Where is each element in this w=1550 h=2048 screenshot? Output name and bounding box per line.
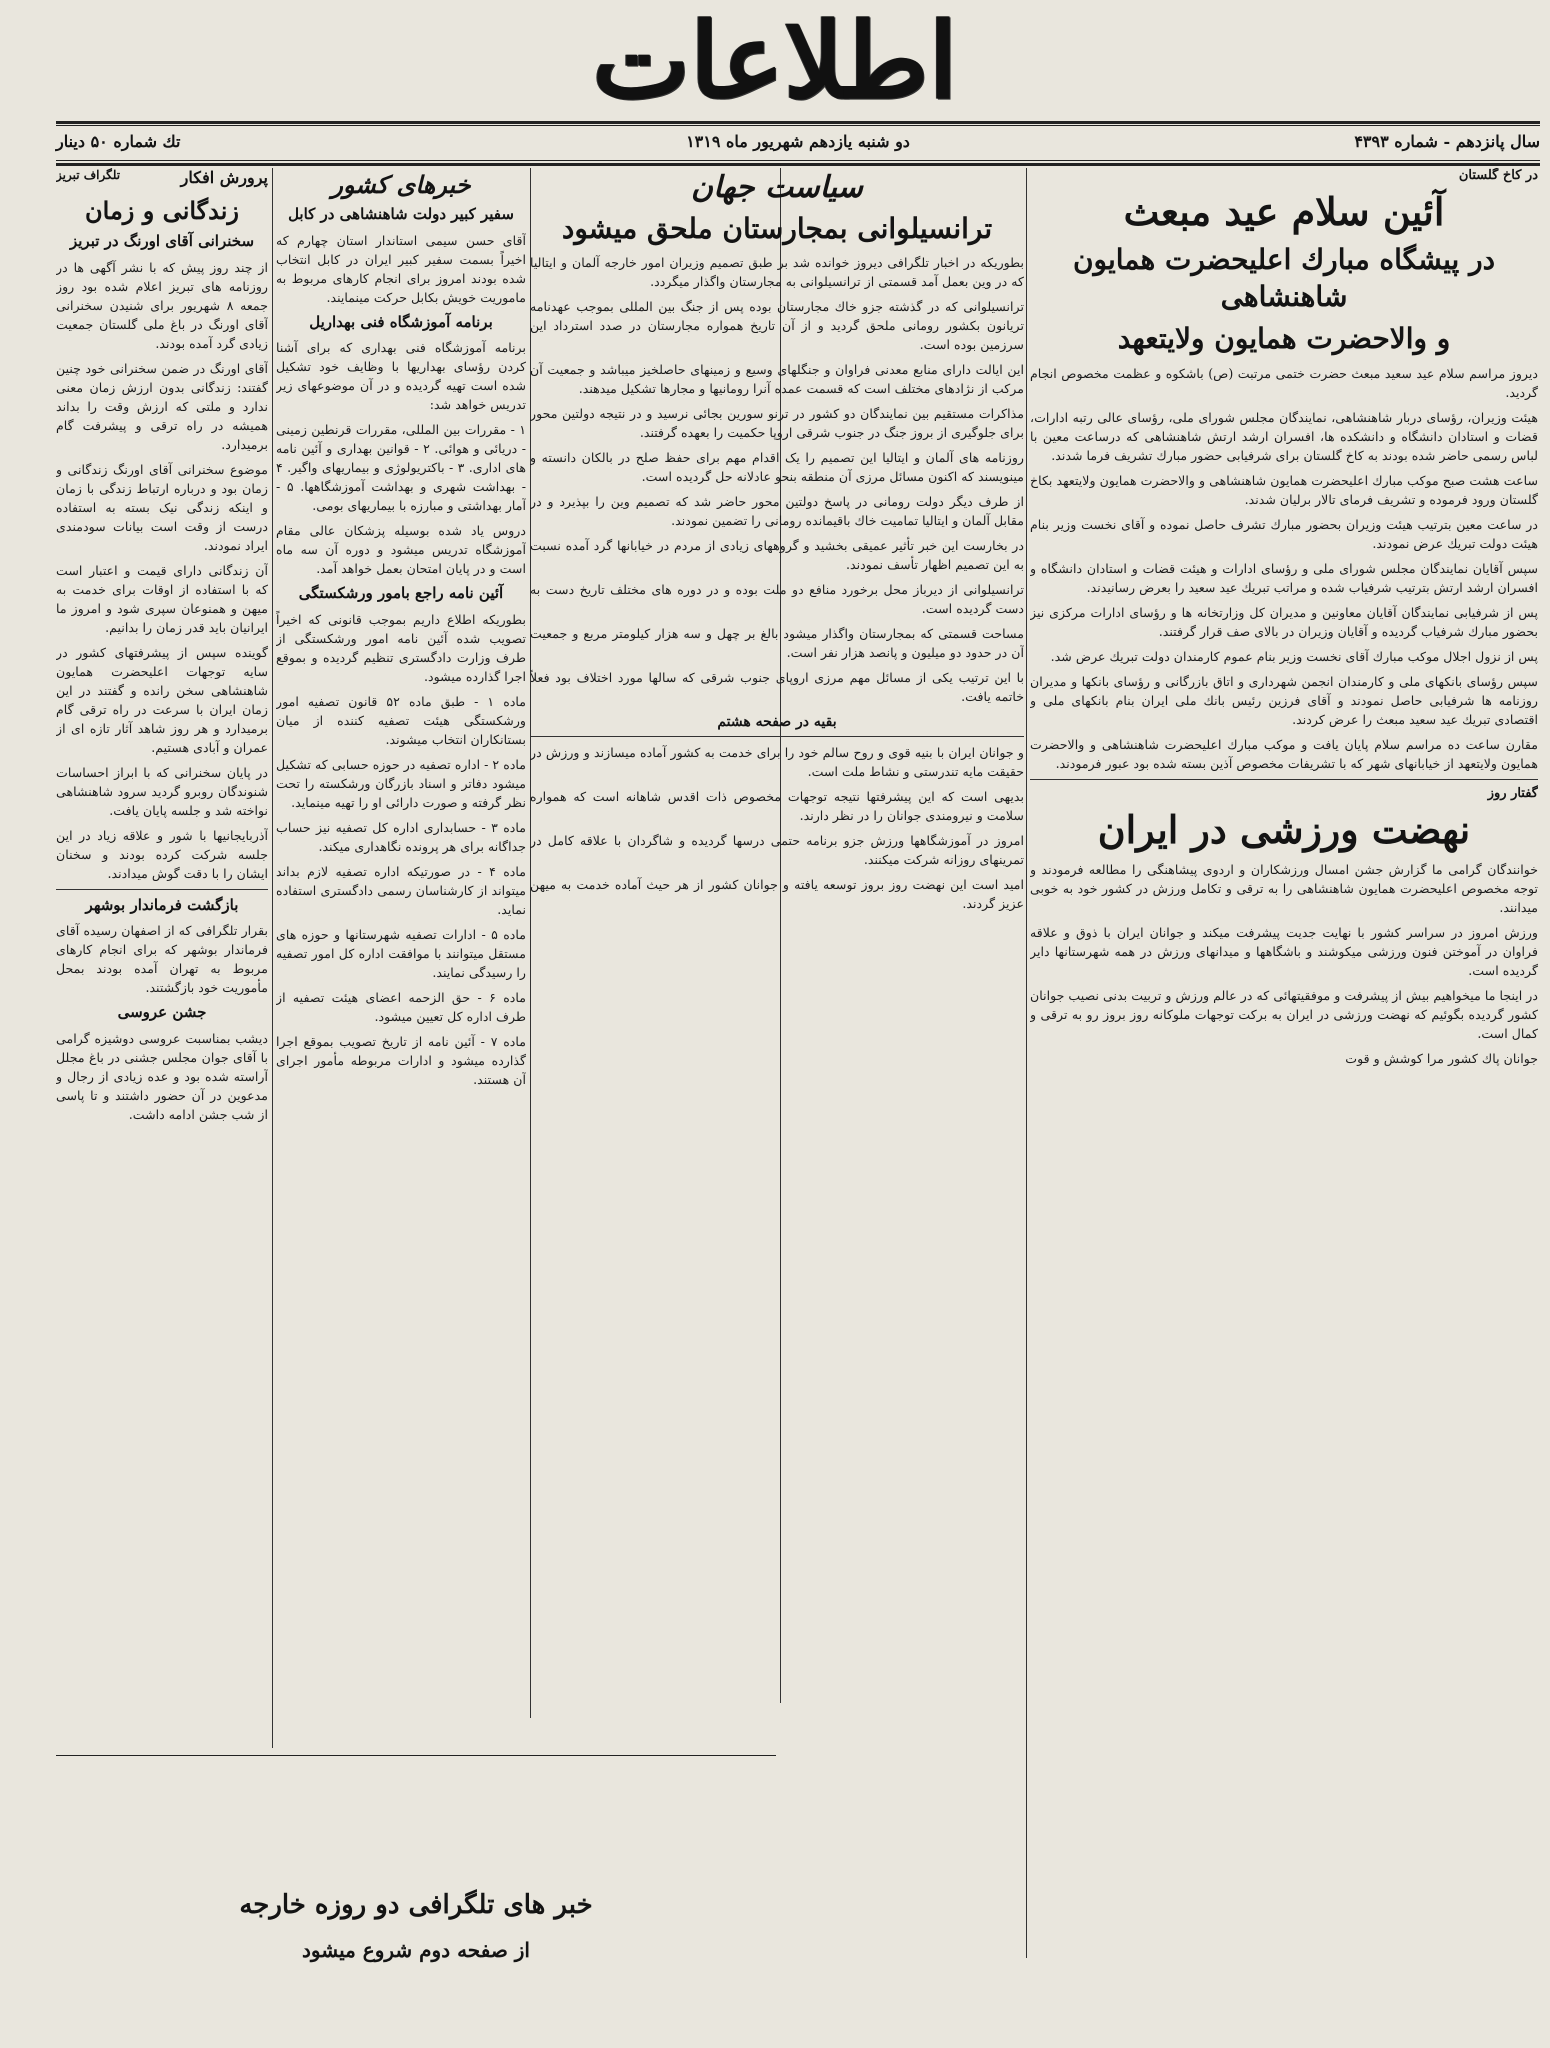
article-paragraph: ماده ۱ - طبق ماده ۵۲ قانون تصفیه امور ورشکستگی هیئت تصفیه کننده از میان بستانکاران انتخاب میشوند. (276, 693, 526, 747)
headline-life-time: زندگانی و زمان (85, 196, 239, 225)
article-paragraph: از چند روز پیش که با نشر آگهی ها در روزنامه های تبریز اعلام شده بود روز جمعه ۸ شهریور برای شنیدن سخنرانی آقای اورنگ در باغ ملی گلستان جمعیت زیادی گرد آمده بودند. (56, 259, 268, 351)
article-paragraph: سپس آقایان نمایندگان مجلس شورای ملی و رؤسای ادارات و هیئت قضات و استادان دانشگاه و افسران ارشد ارتش بترتیب شرفیاب شده و مراتب تبریك عید سعید را بعرض رسانیدند. (1030, 560, 1538, 595)
section-divider (56, 889, 268, 890)
article-paragraph: از طرف دیگر دولت رومانی در پاسخ دولتین محور حاضر شد که تصمیم وین را بپذیرد و در مقابل آلمان و ایتالیا تمامیت خاك باقیمانده رومانی را تضمین نمودند. (530, 494, 1024, 529)
article-paragraph: هیئت وزیران، رؤسای دربار شاهنشاهی، نمایندگان مجلس شورای ملی، رؤسای عالی رتبه ادارات، قضات و استادان دانشگاه و دانشکده ها، افسران ارشد ارتش شاهنشاهی که درساعت معین با لباس رسمی حاضر شده بودند به کاخ گلستان برای شرفیابی حضور مبارك تشریف فرما شدند. (1030, 409, 1538, 463)
section-divider (530, 736, 1024, 737)
article-paragraph: مساحت قسمتی که بمجارستان واگذار میشود بالغ بر چهل و سه هزار کیلومتر مربع و جمعیت آن در حدود دو میلیون و پانصد هزار نفر است. (530, 626, 1024, 661)
footer-rule (56, 1755, 776, 1756)
article-paragraph: آقای اورنگ در ضمن سخنرانی خود چنین گفتند: زندگانی بدون ارزش زمان معنی ندارد و ملتی که ارزش وقت را بداند همیشه در راه ترقی و پیشرفت گام برمیدارد. (56, 360, 268, 452)
article-paragraph: ماده ۶ - حق الزحمه اعضای هیئت تصفیه از طرف اداره کل تعیین میشود. (276, 989, 526, 1024)
headline-wedding: جشن عروسی (117, 1003, 207, 1022)
article-paragraph: جوانان پاك کشور مرا کوشش و قوت (1345, 1050, 1538, 1066)
masthead (0, 0, 1550, 120)
article-paragraph: ماده ۴ - در صورتیکه اداره تصفیه لازم بداند میتواند از کارشناسان رسمی دادگستری استفاده نماید. (276, 863, 526, 917)
column-world-politics (530, 168, 1024, 2018)
column-label: در کاخ گلستان (1458, 168, 1538, 183)
article-paragraph: آن زندگانی دارای قیمت و اعتبار است که با استفاده از اوقات برای خدمت به میهن و همنوعان سپری شود و امروز ما ایرانیان باید قدر زمان را بدانیم. (56, 562, 268, 635)
masthead-rule-top-thin (56, 125, 1540, 126)
article-paragraph: در بخارست این خبر تأثیر عمیقی بخشید و گروههای زیادی از مردم در خیابانها گرد آمده نسبت به این تصمیم اظهار تأسف نمودند. (530, 538, 1024, 573)
footer-headline: خبر های تلگرافی دو روزه خارجه (239, 1890, 593, 1920)
issue-price: تك شماره ۵۰ دینار (56, 132, 181, 151)
headline-transylvania: ترانسیلوانی بمجارستان ملحق میشود (561, 212, 993, 245)
article-paragraph: امروز در آموزشگاهها ورزش جزو برنامه حتمی درسها گردیده و شاگردان با علاقه کامل در تمرینهای روزانه شرکت میکنند. (530, 833, 1024, 868)
column-header (56, 168, 268, 191)
issue-info-bar (56, 128, 1540, 158)
column-separator (1026, 168, 1027, 1958)
column-label: پرورش افکار (180, 168, 268, 187)
article-paragraph: روزنامه های آلمان و ایتالیا این تصمیم را یک اقدام مهم برای حفظ صلح در بالکان دانسته و مینویسند که اکنون مسائل مرزی آن منطقه بنحو عادلانه حل گردیده است. (530, 450, 1024, 485)
column-thoughts (56, 168, 268, 1748)
article-paragraph: مقارن ساعت ده مراسم سلام پایان یافت و موکب مبارك اعلیحضرت شاهنشاهی و والاحضرت همایون ولایتعهد از خیابانهای شهر که با تشریفات مخصوص آذین بسته شده بود عبور فرمودند. (1030, 736, 1538, 771)
article-paragraph: در پایان سخنرانی که با ابراز احساسات شنوندگان روبرو گردید سرود شاهنشاهی نواخته شد و جلسه پایان یافت. (56, 764, 268, 818)
article-paragraph: سپس رؤسای بانکهای ملی و کارمندان انجمن شهرداری و اتاق بازرگانی و رؤسای بانکها و مدیران روزنامه ها شرفیابی حاصل نمودند و آقای فرزین رئیس بانك ملی ایران بنام بانکهای ملی و اقتصادی تبریك عید سعید مبعث را عرض کردند. (1030, 673, 1538, 727)
article-paragraph: مذاکرات مستقیم بین نمایندگان دو کشور در ترنو سورین بجائی نرسید و در نتیجه دولتین محور برای جلوگیری از بروز جنگ در جنوب شرقی اروپا حکمیت را بعهده گرفتند. (530, 406, 1024, 441)
article-paragraph: پس از نزول اجلال موکب مبارك آقای نخست وزیر بنام عموم کارمندان دولت تبریك عرض شد. (1050, 648, 1538, 664)
article-paragraph: ورزش امروز در سراسر کشور با نهایت جدیت پیشرفت میکند و جوانان ایران با ذوق و علاقه فراوان در آموختن فنون ورزشی میکوشند و باشگاهها و میدانهای ورزش در همه شهرستانها دایر گردیده است. (1030, 924, 1538, 978)
article-paragraph: در اینجا ما میخواهیم بیش از پیشرفت و موفقیتهائی که در عالم ورزش و تربیت بدنی نصیب جوانان کشور گردیده بگوئیم که نهضت ورزشی در ایران به برکت توجهات ملوکانه روز بروز رو به ترقی و کمال است. (1030, 987, 1538, 1041)
section-title-world: سیاست جهان (691, 170, 863, 205)
continued-notice: بقیه در صفحه هشتم (717, 714, 837, 731)
headline-eid: آئین سلام عید مبعث (1123, 189, 1445, 234)
article-paragraph: دروس یاد شده بوسیله پزشکان عالی مقام آموزشگاه تدریس میشود و دوره آن سه ماه است و در پایان امتحان بعمل خواهد آمد. (276, 523, 526, 576)
headline-orang-speech: سخنرانی آقای اورنگ در تبریز (69, 232, 255, 251)
headline-eid-sub2: و والاحضرت همایون ولایتعهد (1117, 322, 1451, 356)
article-paragraph: دیشب بمناسبت عروسی دوشیزه گرامی با آقای جوان مجلس جشنی در باغ مجلل آراسته شده بود و عده زیادی از رجال و مدعوین در آن حضور داشتند و تا پاسی از شب جشن ادامه داشت. (56, 1030, 268, 1122)
headline-kabul: سفیر کبیر دولت شاهنشاهی در کابل (288, 205, 514, 223)
article-paragraph: ماده ۲ - اداره تصفیه در حوزه حسابی که تشکیل میشود دفاتر و اسناد بازرگان ورشکسته را تحت نظر گرفته و صورت دارائی او را تهیه مینماید. (276, 756, 526, 810)
article-paragraph: بقرار تلگرافی که از اصفهان رسیده آقای فرماندار بوشهر که برای انجام کارهای مربوط به تهران آمده بودند بمحل مأموریت خود بازگشتند. (56, 923, 268, 996)
masthead-rule-top (56, 121, 1540, 124)
article-paragraph: ساعت هشت صبح موکب مبارك اعلیحضرت همایون شاهنشاهی و والاحضرت همایون ولایتعهد بکاخ گلستان ورود فرموده و تشریف فرمای تالار برلیان شدند. (1030, 472, 1538, 507)
headline-health-school: برنامه آموزشگاه فنی بهداریل (309, 312, 493, 331)
article-paragraph: خوانندگان گرامی ما گزارش جشن امسال ورزشکاران و اردوی پیشاهنگی را مطالعه فرمودند و توجه مخصوص اعلیحضرت همایون شاهنشاهی را به ترقی و تکامل ورزش در کشور خود به خوبی میدانند. (1030, 861, 1538, 915)
article-paragraph: موضوع سخنرانی آقای اورنگ زندگانی و زمان بود و درباره ارتباط زندگی با زمان و اینکه زندگی نیک بسته به استفاده درست از وقت است بیانات سودمندی ایراد نمودند. (56, 461, 268, 553)
dateline: تلگراف تبریز (56, 168, 121, 182)
article-paragraph: ماده ۷ - آئین نامه از تاریخ تصویب بموقع اجرا گذارده میشود و ادارات مربوطه مأمور اجرای آن هستند. (276, 1033, 526, 1087)
article-paragraph: ماده ۳ - حسابداری اداره کل تصفیه نیز حساب جداگانه برای هر پرونده نگاهداری میکند. (276, 819, 526, 854)
headline-eid-sub1: در پیشگاه مبارك اعلیحضرت همایون شاهنشاهی (1072, 243, 1496, 313)
footer-subheadline: از صفحه دوم شروع میشود (302, 1938, 530, 1962)
article-paragraph: گوینده سپس از پیشرفتهای کشور در سایه توجهات اعلیحضرت همایون شاهنشاهی سخن رانده و گفتند در این زمان ایران با سرعت در راه ترقی گام برمیدارد و هر روز شاهد آثار تازه ای از عمران و آبادی هستیم. (56, 644, 268, 755)
article-paragraph: بطوریکه در اخبار تلگرافی دیروز خوانده شد بر طبق تصمیم وزیران امور خارجه آلمان و ایتالیا که در وین بعمل آمد قسمتی از ترانسیلوانی به مجارستان واگذار میگردد. (530, 255, 1024, 290)
info-rule-thick (56, 163, 1540, 166)
article-paragraph: ترانسیلوانی که در گذشته جزو خاك مجارستان بوده پس از جنگ بین المللی بموجب عهدنامه تریانون بکشور رومانی ملحق گردید و از آن تاریخ همواره مجارستان در صدد استرداد این سرزمین بوده است. (530, 299, 1024, 353)
article-paragraph: دیروز مراسم سلام عید سعید مبعث حضرت ختمی مرتبت (ص) باشکوه و عظمت مخصوص انجام گردید. (1030, 365, 1538, 400)
article-paragraph: ماده ۵ - ادارات تصفیه شهرستانها و حوزه های مستقل میتوانند با موافقت اداره کل امور تصفیه را رسیدگی نمایند. (276, 926, 526, 980)
info-rule (56, 160, 1540, 161)
article-paragraph: آقای حسن سیمی استاندار استان چهارم که اخیراً بسمت سفیر کبیر ایران در کابل انتخاب شده بودند امروز برای انجام کارهای مربوط به ماموریت خویش بکابل حرکت مینمایند. (276, 232, 526, 305)
issue-date: دو شنبه یازدهم شهریور ماه ۱۳۱۹ (686, 132, 910, 151)
section-title-domestic: خبرهای کشور (331, 170, 471, 199)
column-domestic-news (276, 168, 526, 1718)
section-divider (1030, 779, 1538, 780)
headline-bushehr: بازگشت فرماندار بوشهر (85, 895, 239, 914)
column-separator (272, 168, 273, 1748)
article-paragraph: در ساعت معین بترتیب هیئت وزیران بحضور مبارك تشرف حاصل نموده و آقای نخست وزیر بنام هیئت دولت تبریك عرض نمودند. (1030, 516, 1538, 551)
headline-bankruptcy: آئین نامه راجع بامور ورشکستگی (298, 584, 504, 602)
article-paragraph: این ایالت دارای منابع معدنی فراوان و جنگلهای وسیع و زمینهای حاصلخیز میباشد و جمعیت آن مرکب از نژادهای مختلف است که قسمت عمده آنرا رومانیها و مجارها تشکیل میدهند. (530, 362, 1024, 397)
headline-sports: نهضت ورزشی در ایران (1097, 806, 1471, 852)
column-main-story (1030, 168, 1538, 2018)
article-paragraph: با این ترتیب یکی از مسائل مهم مرزی اروپای جنوب شرقی که سالها مورد اختلاف بود فعلاً خاتمه یافت. (530, 670, 1024, 705)
article-paragraph: برنامه آموزشگاه فنی بهداری که برای آشنا کردن رؤسای بهداریها با وظایف خود تشکیل شده است تهیه گردیده و در آن موضوعهای زیر تدریس خواهد شد: (276, 340, 526, 412)
article-list: ۱ - مقررات بین المللی، مقررات قرنطین زمینی - دریائی و هوائی. ۲ - قوانین بهداری و آئین نامه های اداری. ۳ - باکتریولوژی و بیماریهای واگیر. ۴ - بهداشت شهری و بهداشت آموزشگاهها. ۵ - آمار بهداشتی و مبارزه با بیماریهای بومی. (276, 422, 526, 513)
newspaper-title: اطلاعات (592, 0, 958, 122)
article-paragraph: پس از شرفیابی نمایندگان آقایان معاونین و مدیران کل وزارتخانه ها و رؤسای ادارات مرکزی نیز بحضور مبارك شرفیاب گردیده و آقایان وزیران در بالای صف قرار گرفتند. (1030, 604, 1538, 639)
article-paragraph: ترانسیلوانی از دیرباز محل برخورد منافع دو ملت بوده و در دوره های مختلف تاریخ دست به دست گردیده است. (530, 582, 1024, 617)
column-label: گفتار روز (1487, 785, 1538, 801)
article-paragraph: آذربایجانیها با شور و علاقه زیاد در این جلسه شرکت کرده بودند و سخنان ایشان را با دقت گوش میدادند. (56, 827, 268, 881)
article-paragraph: امید است این نهضت روز بروز توسعه یافته و جوانان کشور از هر حیث آماده خدمت به میهن عزیز گردند. (530, 877, 1024, 912)
issue-number: سال پانزدهم - شماره ۴۳۹۳ (1354, 132, 1540, 151)
article-paragraph: و جوانان ایران با بنیه قوی و روح سالم خود را برای خدمت به کشور آماده میسازند و ورزش در حقیقت مایه تندرستی و نشاط ملت است. (530, 745, 1024, 780)
article-paragraph: بدیهی است که این پیشرفتها نتیجه توجهات مخصوص ذات اقدس شاهانه است که همواره سلامت و نیرومندی جوانان را در نظر دارند. (530, 789, 1024, 824)
article-paragraph: بطوریکه اطلاع داریم بموجب قانونی که اخیراً تصویب شده آئین نامه امور ورشکستگی از طرف وزارت دادگستری تنظیم گردیده و بموقع اجرا گذارده میشود. (276, 611, 526, 684)
